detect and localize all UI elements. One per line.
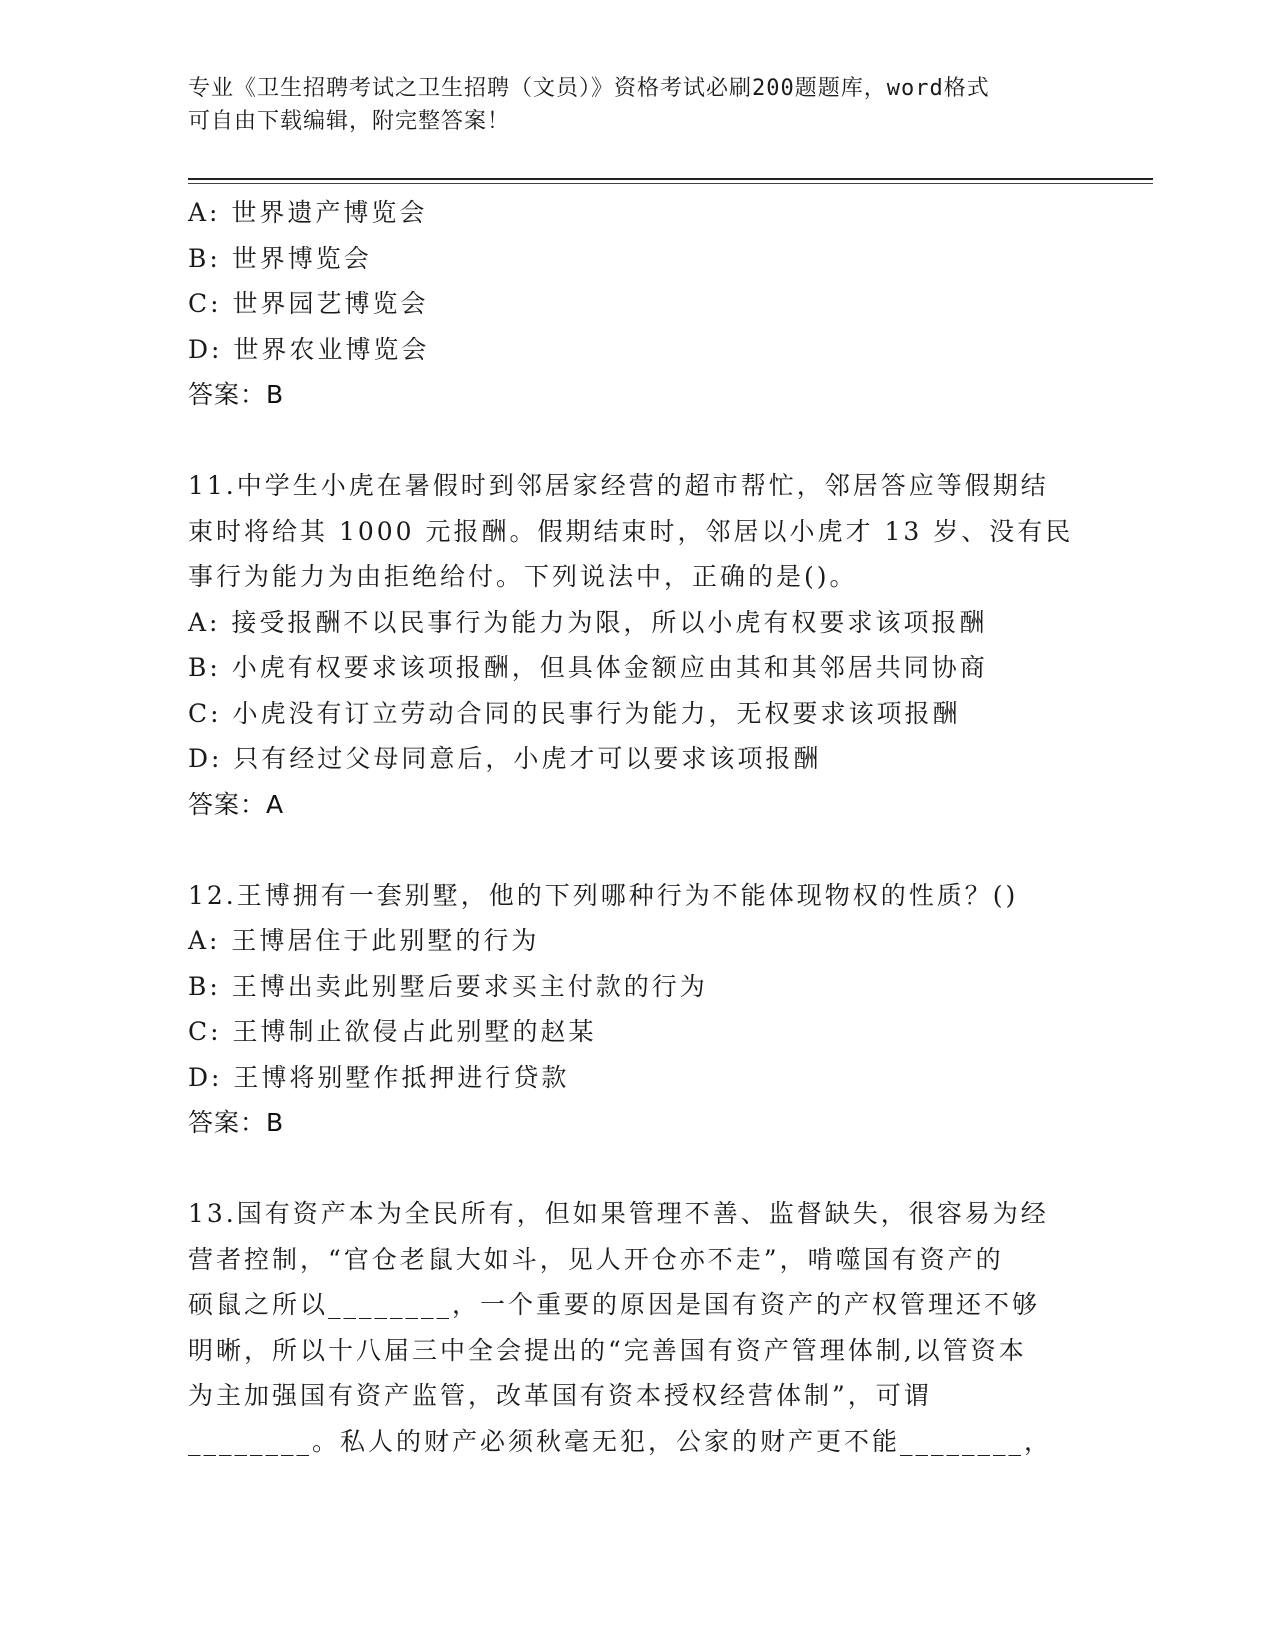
question-13-stem-line-1: 13.国有资产本为全民所有，但如果管理不善、监督缺失，很容易为经 [188,1199,1049,1228]
question-10-option-c: C: 世界园艺博览会 [188,289,429,318]
question-13-stem-line-5: 为主加强国有资产监管，改革国有资本授权经营体制”，可谓 [188,1381,932,1410]
spacer [188,418,1088,464]
question-11-stem-line-1: 11.中学生小虎在暑假时到邻居家经营的超市帮忙，邻居答应等假期结 [188,471,1049,500]
question-10 [188,190,1088,418]
question-10-option-b: B: 世界博览会 [188,243,372,273]
question-10-option-d: D: 世界农业博览会 [188,334,430,364]
question-12-option-c: C: 王博制止欲侵占此别墅的赵某 [188,1017,597,1046]
document-body [188,190,1088,1464]
header-title-line-1: 专业《卫生招聘考试之卫生招聘（文员）》资格考试必刷200题题库，word格式 [188,76,990,101]
question-13-stem-line-2: 营者控制，“官仓老鼠大如斗，见人开仓亦不走”，啃噬国有资产的 [188,1244,1004,1274]
question-10-answer: 答案：B [188,380,285,409]
question-13-stem-line-3: 硕鼠之所以________，一个重要的原因是国有资产的产权管理还不够 [188,1290,1041,1319]
question-11-option-c: C: 小虎没有订立劳动合同的民事行为能力，无权要求该项报酬 [188,698,961,728]
question-12-option-b: B: 王博出卖此别墅后要求买主付款的行为 [188,971,708,1001]
question-11-option-d: D: 只有经过父母同意后，小虎才可以要求该项报酬 [188,744,822,773]
spacer [188,827,1088,873]
header-divider-thin [188,183,1153,184]
question-13 [188,1191,1088,1464]
question-10-option-a: A: 世界遗产博览会 [188,198,428,227]
question-11-option-b: B: 小虎有权要求该项报酬，但具体金额应由其和其邻居共同协商 [188,653,988,682]
question-12-option-a: A: 王博居住于此别墅的行为 [188,926,540,955]
question-11 [188,463,1088,827]
question-12-option-d: D: 王博将别墅作抵押进行贷款 [188,1062,570,1092]
question-13-stem-line-4: 明晰，所以十八届三中全会提出的“完善国有资产管理体制,以管资本 [188,1335,1027,1365]
question-12-stem-line-1: 12.王博拥有一套别墅，他的下列哪种行为不能体现物权的性质？() [188,880,1019,910]
question-12 [188,873,1088,1146]
document-header [188,72,1068,138]
header-divider-thick [188,178,1153,180]
header-title-line-2: 可自由下载编辑，附完整答案！ [188,109,511,134]
question-11-stem-line-3: 事行为能力为由拒绝给付。下列说法中，正确的是()。 [188,562,858,591]
question-13-stem-line-6: ________。私人的财产必须秋毫无犯，公家的财产更不能________， [188,1426,1053,1456]
question-11-answer: 答案：A [188,789,285,819]
spacer [188,1146,1088,1192]
question-11-stem-line-2: 束时将给其 1000 元报酬。假期结束时，邻居以小虎才 13 岁、没有民 [188,516,1074,546]
question-11-option-a: A: 接受报酬不以民事行为能力为限，所以小虎有权要求该项报酬 [188,607,988,637]
question-12-answer: 答案：B [188,1108,285,1137]
